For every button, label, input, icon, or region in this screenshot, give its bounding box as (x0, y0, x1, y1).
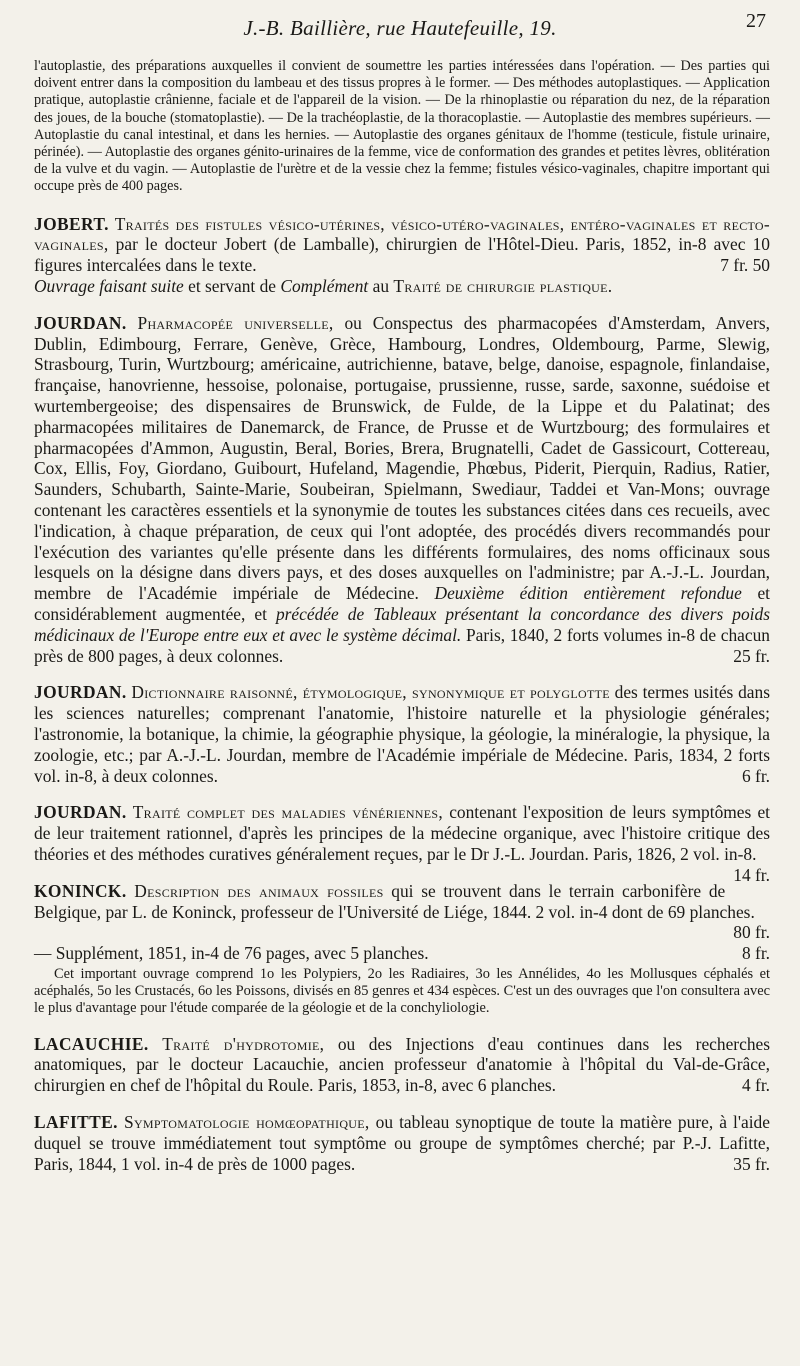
publisher-line: J.-B. Baillière, rue Hautefeuille, 19. (243, 16, 557, 40)
entry-price: 7 fr. 50 (720, 255, 770, 276)
entry-title: Pharmacopée universelle, (137, 312, 334, 333)
entry-price: 4 fr. (741, 1075, 770, 1096)
catalogue-entry (34, 214, 770, 297)
entry-author: JOURDAN. (34, 682, 127, 703)
entry-note-italic-2: Complément (280, 276, 369, 297)
catalogue-entry (34, 1034, 770, 1096)
entry-body: contenant l'exposition de leurs symptômes et de leur traitement rationnel, d'après les principes de la médecine organique, avec l'histoire critique des théories et des méthodes curatives généralement reçues, par le Dr J.-L. Jourdan. Paris, 1826, 2 vol. in-8. (34, 802, 770, 864)
running-header (0, 16, 800, 41)
entry-author: LACAUCHIE. (34, 1033, 149, 1054)
catalogue-entry (34, 682, 770, 786)
entry-price: 35 fr. (733, 1153, 770, 1174)
entry-edition-italic: Deuxième édition entièrement refondue (434, 583, 742, 604)
entry-author: JOURDAN. (34, 312, 127, 333)
entry-supplement: — Supplément, 1851, in-4 de 76 pages, avec 5 planches. (34, 943, 429, 964)
entry-edition-text: et considérablement augmentée, et (34, 583, 770, 624)
entry-note-series: Traité de chirurgie plastique. (393, 276, 613, 297)
entry-price: 6 fr. (741, 765, 770, 786)
entry-author: JOBERT. (34, 213, 109, 234)
entry-title: Dictionnaire raisonné, étymologique, synonymique et polyglotte (131, 682, 610, 703)
catalogue-entry (34, 881, 770, 1018)
entry-body: des termes usités dans les sciences naturelles; comprenant l'anatomie, l'histoire naturelle et la physiologie générales; l'astronomie, la botanique, la chimie, la géographie physique, la géologie, la minéralogie, la physique, la zoologie, etc.; par A.-J.-L. Jourdan, membre de l'Académie impériale de Médecine. Paris, 1834, 2 forts vol. in-8, à deux colonnes. (34, 682, 770, 786)
entry-price: 25 fr. (733, 645, 770, 666)
entry-title: Traité d'hydrotomie, (162, 1033, 325, 1054)
entry-body: qui se trouvent dans le terrain carbonifère de Belgique, par L. de Koninck, professeur de l'Université de Liége, 1844. 2 vol. in-4 dont de 69 planches. (34, 880, 755, 922)
intro-paragraph: l'autoplastie, des préparations auxquelles il convient de soumettre les parties intéressées dans l'opération. — Des parties qui doivent entrer dans la composition du lambeau et des tissus propres à le former. — Des méthodes autoplastiques. — Application pratique, autoplastie crânienne, faciale et de l'appareil de la vision. — De la rhinoplastie ou réparation du nez, de la réparation des joues, de la bouche (stomatoplastie). — De la trachéoplastie, de la thoracoplastie. — Autoplastie des membres supérieurs. — Autoplastie du canal intestinal, et dans les hernies. — Autoplastie des organes génitaux de l'homme (testicule, fistule urinaire, périnée). — Autoplastie des organes génito-urinaires de la femme, vice de conformation des grandes et petites lèvres, oblitération de la vulve et du vagin. — Autoplastie de l'urètre et de la vessie chez la femme; fistules vésico-vaginales, chapitre important qui occupe près de 400 pages. (34, 58, 770, 195)
entry-note: Cet important ouvrage comprend 1o les Polypiers, 2o les Radiaires, 3o les Annélides, 4o les Mollusques céphalés et acéphalés, 5o les Crustacés, 6o les Poissons, divisés en 85 genres et 434 espèces. C'est un des ouvrages que l'on consultera avec le plus d'avantage pour l'étude comparée de la géologie et de la conchyliologie. (34, 965, 770, 1017)
entry-author: JOURDAN. (34, 802, 127, 823)
entry-body: ou Conspectus des pharmacopées d'Amsterdam, Anvers, Dublin, Edimbourg, Ferrare, Genève, Grèce, Hambourg, Londres, Oldembourg, Parme, Slewig, Strasbourg, Turin, Wurtzbourg; américaine, autrichienne, batave, belge, danoise, espagnole, finlandaise, française, hanovrienne, hessoise, polonaise, portugaise, prussienne, russe, sarde, saxonne, suédoise et wurtembergeoise; des dispensaires de Brunswick, de Fulde, de la Lippe et du Palatinat; des pharmacopées militaires de Danemarck, de France, de Prusse et de Wurtzbourg; des formulaires et pharmacopées d'Ammon, Augustin, Beral, Bories, Brera, Brugnatelli, Cadet de Gassicourt, Cottereau, Cox, Ellis, Foy, Giordano, Guibourt, Hufeland, Magendie, Phœbus, Piderit, Pierquin, Radius, Ratier, Saunders, Schubarth, Sainte-Marie, Soubeiran, Spielmann, Swediaur, Taddei et Van-Mons; ouvrage contenant les caractères essentiels et la synonymie de toutes les substances citées dans ces recueils, avec l'indication, à chaque préparation, de ceux qui l'ont adoptée, des procédés divers recommandés pour l'exécution des variantes qu'elle présente dans les différents formulaires, des noms officinaux sous lesquels on la désigne dans divers pays, et des doses auxquelles on l'administre; par A.-J.-L. Jourdan, membre de l'Académie impériale de Médecine. (34, 312, 771, 604)
entry-author: LAFITTE. (34, 1111, 118, 1132)
catalogue-entry (34, 1112, 770, 1174)
entry-title: Description des animaux fossiles (134, 880, 384, 901)
entry-author: KONINCK. (34, 880, 127, 901)
page-number: 27 (746, 10, 766, 32)
entry-body: ou des Injections d'eau continues dans les recherches anatomiques, par le docteur Lacauchie, ancien professeur d'anatomie à l'hôpital du Val-de-Grâce, chirurgien en chef de l'hôpital du Roule. Paris, 1853, in-8, avec 6 planches. (34, 1033, 770, 1096)
entry-body: par le docteur Jobert (de Lamballe), chirurgien de l'Hôtel-Dieu. Paris, 1852, in-8 avec 10 figures intercalées dans le texte. (34, 234, 770, 276)
entry-title: Traité complet des maladies vénériennes, (132, 802, 444, 823)
entry-body: ou tableau synoptique de toute la matière pure, à l'aide duquel se trouve immédiatement tout symptôme ou groupe de symptômes cherché; par P.-J. Lafitte, Paris, 1844, 1 vol. in-4 de près de 1000 pages. (34, 1111, 770, 1174)
entry-edition-tail: Paris, 1840, 2 forts volumes in-8 de chacun près de 800 pages, à deux colonnes. (34, 624, 770, 666)
catalogue-entry (34, 802, 770, 885)
entry-note-text-2: au (372, 276, 390, 297)
entry-title: Traités des fistules vésico-utérines, vésico-utéro-vaginales, entéro-vaginales et recto-vaginales, (34, 213, 770, 255)
entry-note-text: et servant de (188, 276, 276, 297)
entry-note-italic: Ouvrage faisant suite (34, 276, 184, 297)
entry-price: 14 fr. (733, 864, 770, 885)
supplement-price: 8 fr. (741, 943, 770, 964)
entry-title: Symptomatologie homœopathique, (123, 1111, 370, 1132)
entry-edition-italic-2: précédée de Tableaux présentant la concordance des divers poids médicinaux de l'Europe entre eux et avec le système décimal. (34, 603, 770, 645)
entry-price: 80 fr. (733, 922, 770, 943)
catalogue-entry (34, 313, 770, 667)
